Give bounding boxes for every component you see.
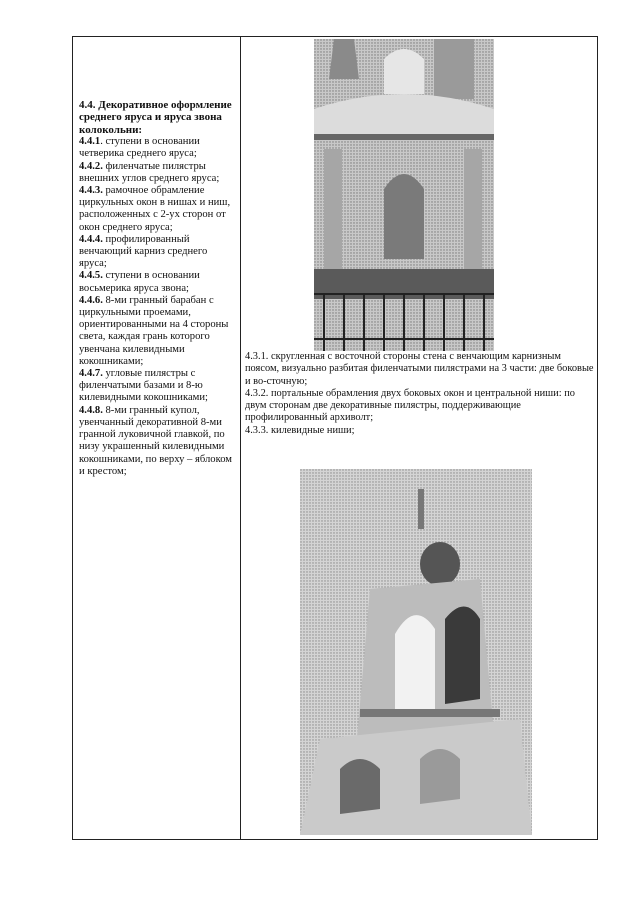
- item-number: 4.4.2.: [79, 160, 103, 172]
- list-item: [79, 270, 237, 294]
- bell-tower-upper-tier-photo: [300, 469, 532, 835]
- item-number: 4.4.8.: [79, 404, 103, 416]
- section-heading: 4.4. Декоративное оформление среднего яруса и яруса звона колокольни:: [79, 99, 232, 136]
- item-number: 4.4.4.: [79, 233, 103, 245]
- item-text: рамочное обрамление циркульных окон в нишах и ниш, расположенных с 2-ух сторон от окон среднего яруса;: [79, 185, 231, 233]
- list-item: [79, 161, 237, 185]
- list-item: [79, 295, 237, 368]
- item-number: 4.4.3.: [79, 185, 103, 197]
- item-text: . ступени в основании четверика среднего яруса;: [79, 136, 200, 160]
- item-text: 8-ми гранный барабан с циркульными проемами, ориентированными на 4 стороны света, каждая грань которого увенчана килевидными кокошниками;: [79, 294, 229, 367]
- item-number: 4.4.6.: [79, 294, 103, 306]
- description-item: 4.3.2. портальные обрамления двух боковых окон и центральной ниши: по двум сторонам две декоративные пилястры, поддерживающие профилированный архиволт;: [245, 387, 575, 424]
- list-item: [79, 136, 237, 160]
- left-column: [79, 99, 237, 478]
- item-text: угловые пилястры с филенчатыми базами и 8-ю килевидными кокошниками;: [79, 368, 208, 404]
- item-number: 4.4.7.: [79, 368, 103, 380]
- item-number: 4.4.5.: [79, 270, 103, 282]
- item-text: профилированный венчающий карниз среднего яруса;: [79, 233, 208, 270]
- list-item: [79, 185, 237, 234]
- bell-tower-wall-photo: [314, 39, 494, 351]
- photo-descriptions: [245, 351, 595, 437]
- item-text: 8-ми гранный купол, увенчанный декоративной 8-ми гранной луковичной главкой, по низу украшенный килевидными кокошниками, по верху – яблоком и крестом;: [79, 404, 232, 477]
- right-column: [242, 37, 597, 839]
- item-text: ступени в основании восьмерика яруса звона;: [79, 270, 200, 294]
- list-item: [79, 368, 237, 405]
- description-item: 4.3.3. килевидные ниши;: [245, 424, 355, 436]
- document-table: [72, 36, 598, 840]
- description-item: 4.3.1. скругленная с восточной стороны стена с венчающим карнизным поясом, визуально разбитая филенчатыми пилястрами на 3 части: две боковые и во-сточную;: [245, 351, 594, 387]
- list-item: [79, 234, 237, 271]
- column-divider: [240, 37, 241, 839]
- list-item: [79, 405, 237, 478]
- item-text: филенчатые пилястры внешних углов среднего яруса;: [79, 160, 220, 184]
- item-number: 4.4.1: [79, 136, 101, 148]
